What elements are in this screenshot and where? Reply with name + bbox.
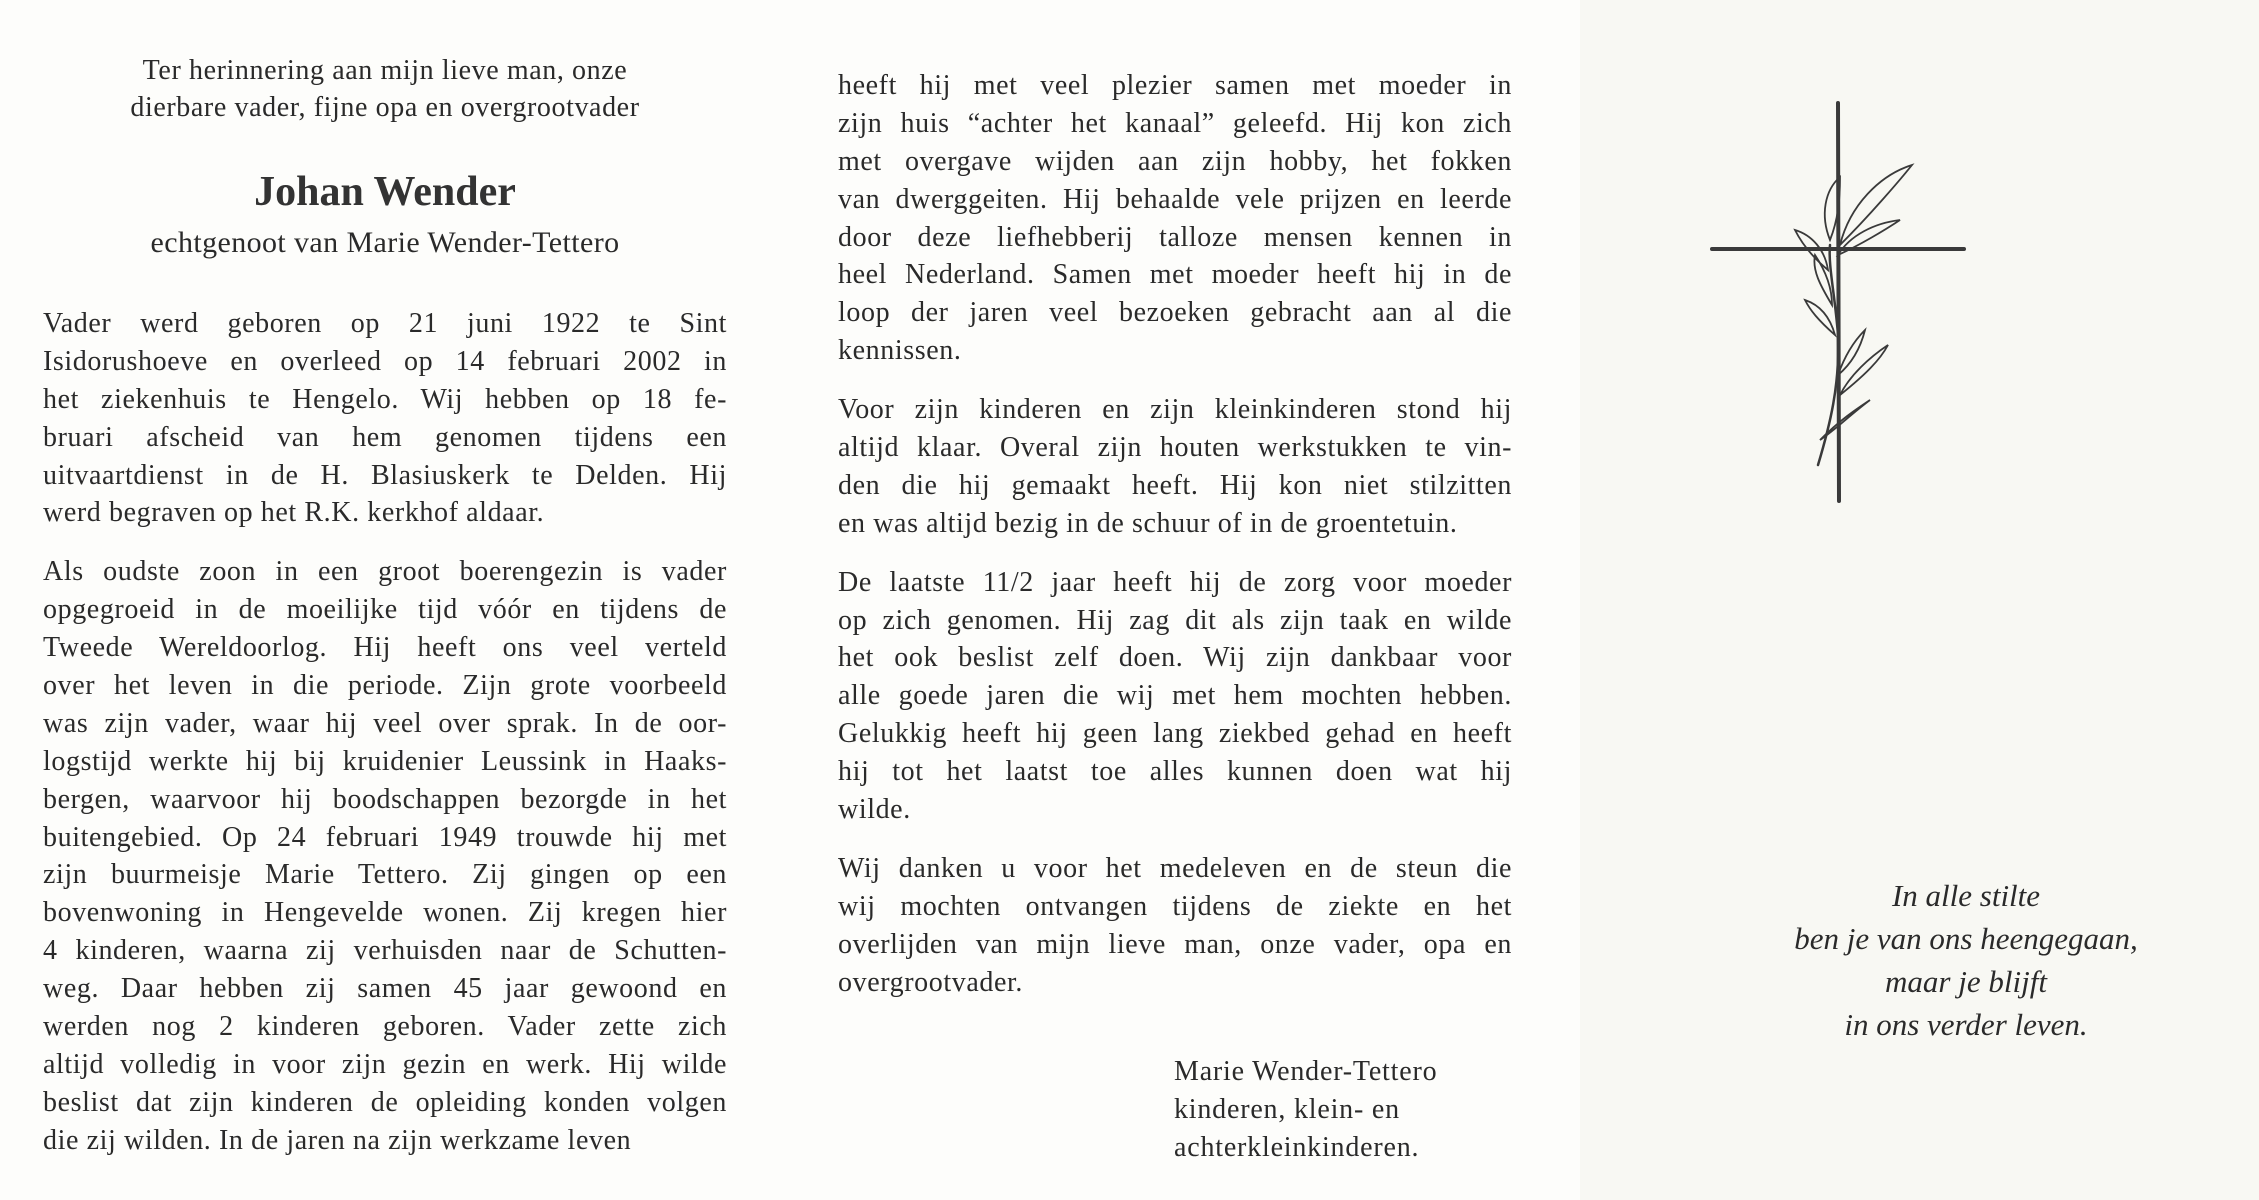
- spouse-line: echtgenoot van Marie Wender-Tettero: [150, 226, 620, 259]
- paragraph: [838, 391, 1512, 543]
- poem-line: ben je van ons heengegaan,: [1794, 921, 2138, 956]
- poem-line: In alle stilte: [1891, 878, 2041, 913]
- paragraph: [43, 305, 727, 532]
- text-line: was zijn vader, waar hij veel over sprak. In de oor-: [43, 707, 727, 739]
- intro-line: Ter herinnering aan mijn lieve man, onze: [142, 55, 628, 86]
- text-line: Gelukkig heeft hij geen lang ziekbed gehad en heeft: [838, 718, 1512, 750]
- signature-line: Marie Wender-Tettero: [1174, 1056, 1438, 1087]
- text-line: Wij danken u voor het medeleven en de steun die: [838, 852, 1512, 884]
- text-line: bovenwoning in Hengevelde wonen. Zij kregen hier: [43, 897, 727, 929]
- signature-line: achterkleinkinderen.: [1174, 1132, 1420, 1163]
- text-line: over het leven in die periode. Zijn grote voorbeeld: [43, 670, 727, 702]
- text-line: alle goede jaren die wij met hem mochten hebben.: [838, 680, 1512, 712]
- text-line: die zij wilden. In de jaren na zijn werkzame leven: [43, 1124, 632, 1156]
- poem: [1700, 874, 2232, 1046]
- text-line: door deze liefhebberij talloze mensen kennen in: [838, 221, 1512, 253]
- text-line: weg. Daar hebben zij samen 45 jaar gewoond en: [43, 973, 727, 1005]
- text-line: bergen, waarvoor hij boodschappen bezorgde in het: [43, 783, 727, 815]
- paragraph: [838, 564, 1512, 829]
- text-line: Vader werd geboren op 21 juni 1922 te Sint: [43, 308, 727, 339]
- text-line: overlijden van mijn lieve man, onze vader, opa en: [838, 928, 1512, 960]
- paragraph: [43, 553, 727, 1159]
- text-line: overgrootvader.: [838, 966, 1023, 998]
- text-line: wilde.: [838, 794, 911, 826]
- cross-with-olive-branch-icon: [1700, 95, 2000, 515]
- text-line: den die hij gemaakt heeft. Hij kon niet stilzitten: [838, 469, 1512, 501]
- deceased-name: Johan Wender: [254, 169, 516, 215]
- text-line: werd begraven op het R.K. kerkhof aldaar.: [43, 497, 545, 529]
- paragraph: [838, 850, 1512, 1002]
- text-line: werden nog 2 kinderen geboren. Vader zette zich: [43, 1011, 727, 1043]
- text-line: altijd volledig in voor zijn gezin en werk. Hij wilde: [43, 1048, 727, 1080]
- signature: [1174, 1053, 1437, 1167]
- text-line: De laatste 11/2 jaar heeft hij de zorg voor moeder: [838, 566, 1512, 598]
- text-line: loop der jaren veel bezoeken gebracht aan al die: [838, 297, 1512, 329]
- left-column: [43, 305, 727, 1181]
- middle-column: [838, 67, 1512, 1022]
- text-line: wij mochten ontvangen tijdens de ziekte en het: [838, 890, 1512, 922]
- text-line: kennissen.: [838, 335, 962, 367]
- text-line: beslist dat zijn kinderen de opleiding konden volgen: [43, 1086, 727, 1118]
- text-line: 4 kinderen, waarna zij verhuisden naar de Schutten-: [43, 935, 727, 967]
- text-line: Isidorushoeve en overleed op 14 februari 2002 in: [43, 345, 727, 377]
- text-line: heel Nederland. Samen met moeder heeft hij in de: [838, 259, 1512, 291]
- text-line: altijd klaar. Overal zijn houten werkstukken te vin-: [838, 432, 1512, 464]
- text-line: logstijd werkte hij bij kruidenier Leussink in Haaks-: [43, 745, 727, 777]
- text-line: het ziekenhuis te Hengelo. Wij hebben op 18 fe-: [43, 383, 727, 415]
- text-line: en was altijd bezig in de schuur of in de groentetuin.: [838, 507, 1458, 539]
- text-line: uitvaartdienst in de H. Blasiuskerk te Delden. Hij: [43, 459, 727, 491]
- text-line: opgegroeid in de moeilijke tijd vóór en tijdens de: [43, 594, 727, 626]
- text-line: op zich genomen. Hij zag dit als zijn taak en wilde: [838, 604, 1512, 636]
- intro-text: [43, 52, 727, 126]
- paragraph: [838, 67, 1512, 370]
- text-line: het ook beslist zelf doen. Wij zijn dankbaar voor: [838, 642, 1512, 674]
- text-line: Als oudste zoon in een groot boerengezin is vader: [43, 556, 727, 588]
- text-line: Voor zijn kinderen en zijn kleinkinderen stond hij: [838, 394, 1512, 426]
- text-line: Tweede Wereldoorlog. Hij heeft ons veel verteld: [43, 632, 727, 664]
- text-line: buitengebied. Op 24 februari 1949 trouwde hij met: [43, 821, 727, 853]
- poem-line: maar je blijft: [1885, 964, 2047, 999]
- text-line: zijn buurmeisje Marie Tettero. Zij gingen op een: [43, 859, 727, 891]
- text-line: heeft hij met veel plezier samen met moeder in: [838, 70, 1512, 101]
- text-line: van dwerggeiten. Hij behaalde vele prijzen en leerde: [838, 183, 1512, 215]
- poem-line: in ons verder leven.: [1844, 1007, 2088, 1042]
- text-line: hij tot het laatst toe alles kunnen doen wat hij: [838, 756, 1512, 788]
- intro-line: dierbare vader, fijne opa en overgrootvader: [130, 92, 640, 123]
- text-line: met overgave wijden aan zijn hobby, het fokken: [838, 145, 1512, 177]
- text-line: zijn huis “achter het kanaal” geleefd. Hij kon zich: [838, 107, 1512, 139]
- signature-line: kinderen, klein- en: [1174, 1094, 1400, 1125]
- text-line: bruari afscheid van hem genomen tijdens een: [43, 421, 727, 453]
